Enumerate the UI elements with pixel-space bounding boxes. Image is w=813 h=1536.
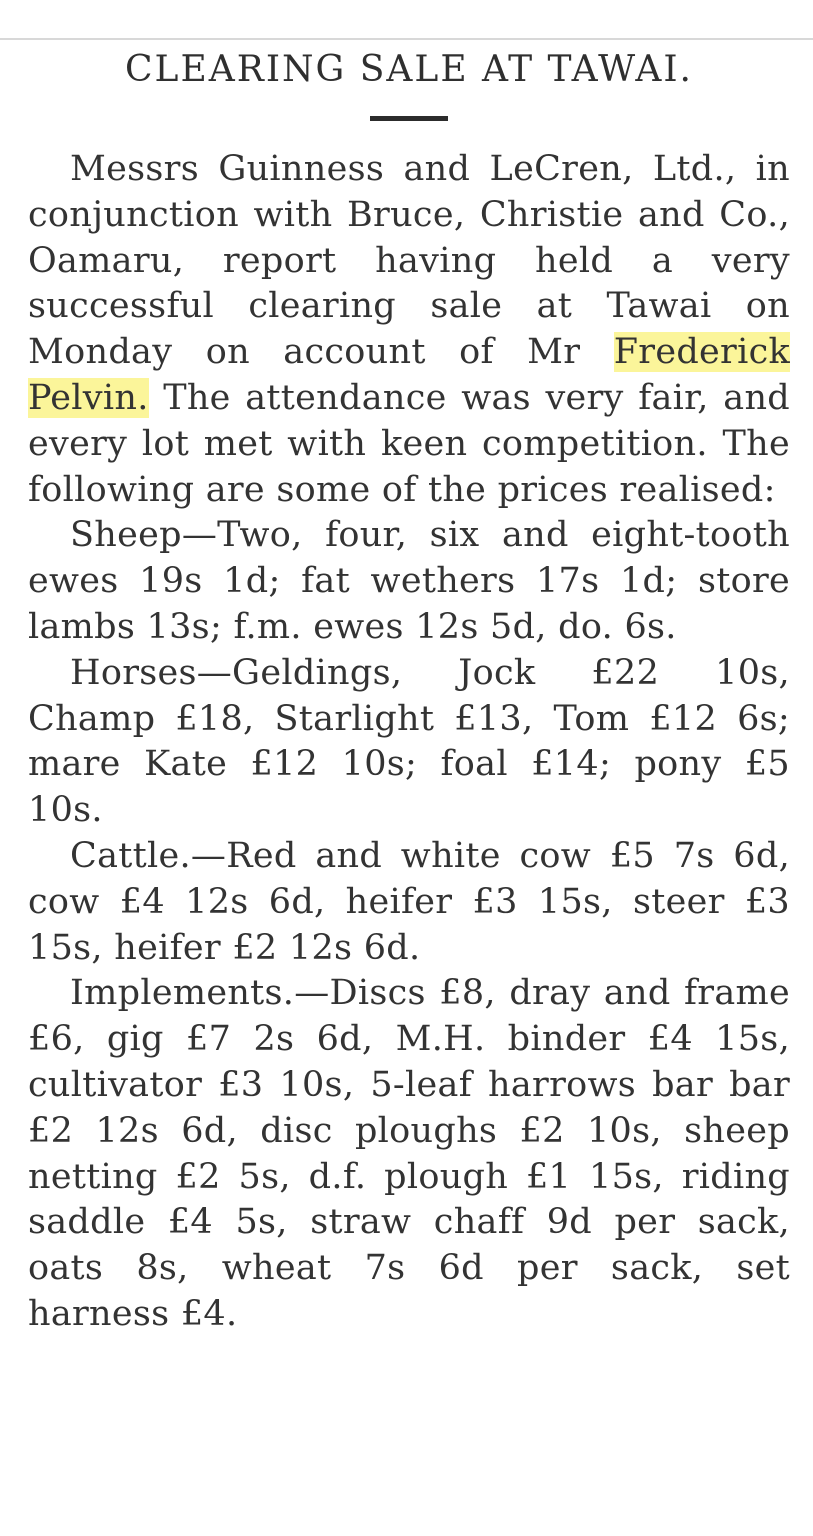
cattle-paragraph: Cattle.—Red and white cow £5 7s 6d, cow £4 12s 6d, heifer £3 15s, steer £3 15s, heifer £2 12s 6d. <box>28 835 790 968</box>
intro-text-after: The attendance was very fair, and every lot met with keen competition. The following are some of the prices realised: <box>28 377 790 510</box>
implements-paragraph: Implements.—Discs £8, dray and frame £6, gig £7 2s 6d, M.H. binder £4 15s, cultivator £3 10s, 5-leaf harrows bar bar £2 12s 6d, disc ploughs £2 10s, sheep netting £2 5s, d.f. plough £1 15s, riding saddle £4 5s, straw chaff 9d per sack, oats 8s, wheat 7s 6d per sack, set harness £4. <box>28 973 790 1334</box>
sheep-paragraph: Sheep—Two, four, six and eight-tooth ewes 19s 1d; fat wethers 17s 1d; store lambs 13s; f.m. ewes 12s 5d, do. 6s. <box>28 515 790 647</box>
newspaper-clipping <box>28 40 790 1338</box>
highlighted-name: Frederick Pelvin. <box>28 332 790 418</box>
intro-text-before: Messrs Guinness and LeCren, Ltd., in conjunction with Bruce, Christie and Co., Oamaru, report having held a very successful clearing sale at Tawai on Monday on account of Mr <box>28 149 790 373</box>
headline-divider <box>370 116 448 121</box>
intro-paragraph <box>28 147 790 513</box>
horses-paragraph: Horses—Geldings, Jock £22 10s, Champ £18, Starlight £13, Tom £12 6s; mare Kate £12 10s; foal £14; pony £5 10s. <box>28 652 790 831</box>
article-headline: CLEARING SALE AT TAWAI. <box>125 49 693 90</box>
